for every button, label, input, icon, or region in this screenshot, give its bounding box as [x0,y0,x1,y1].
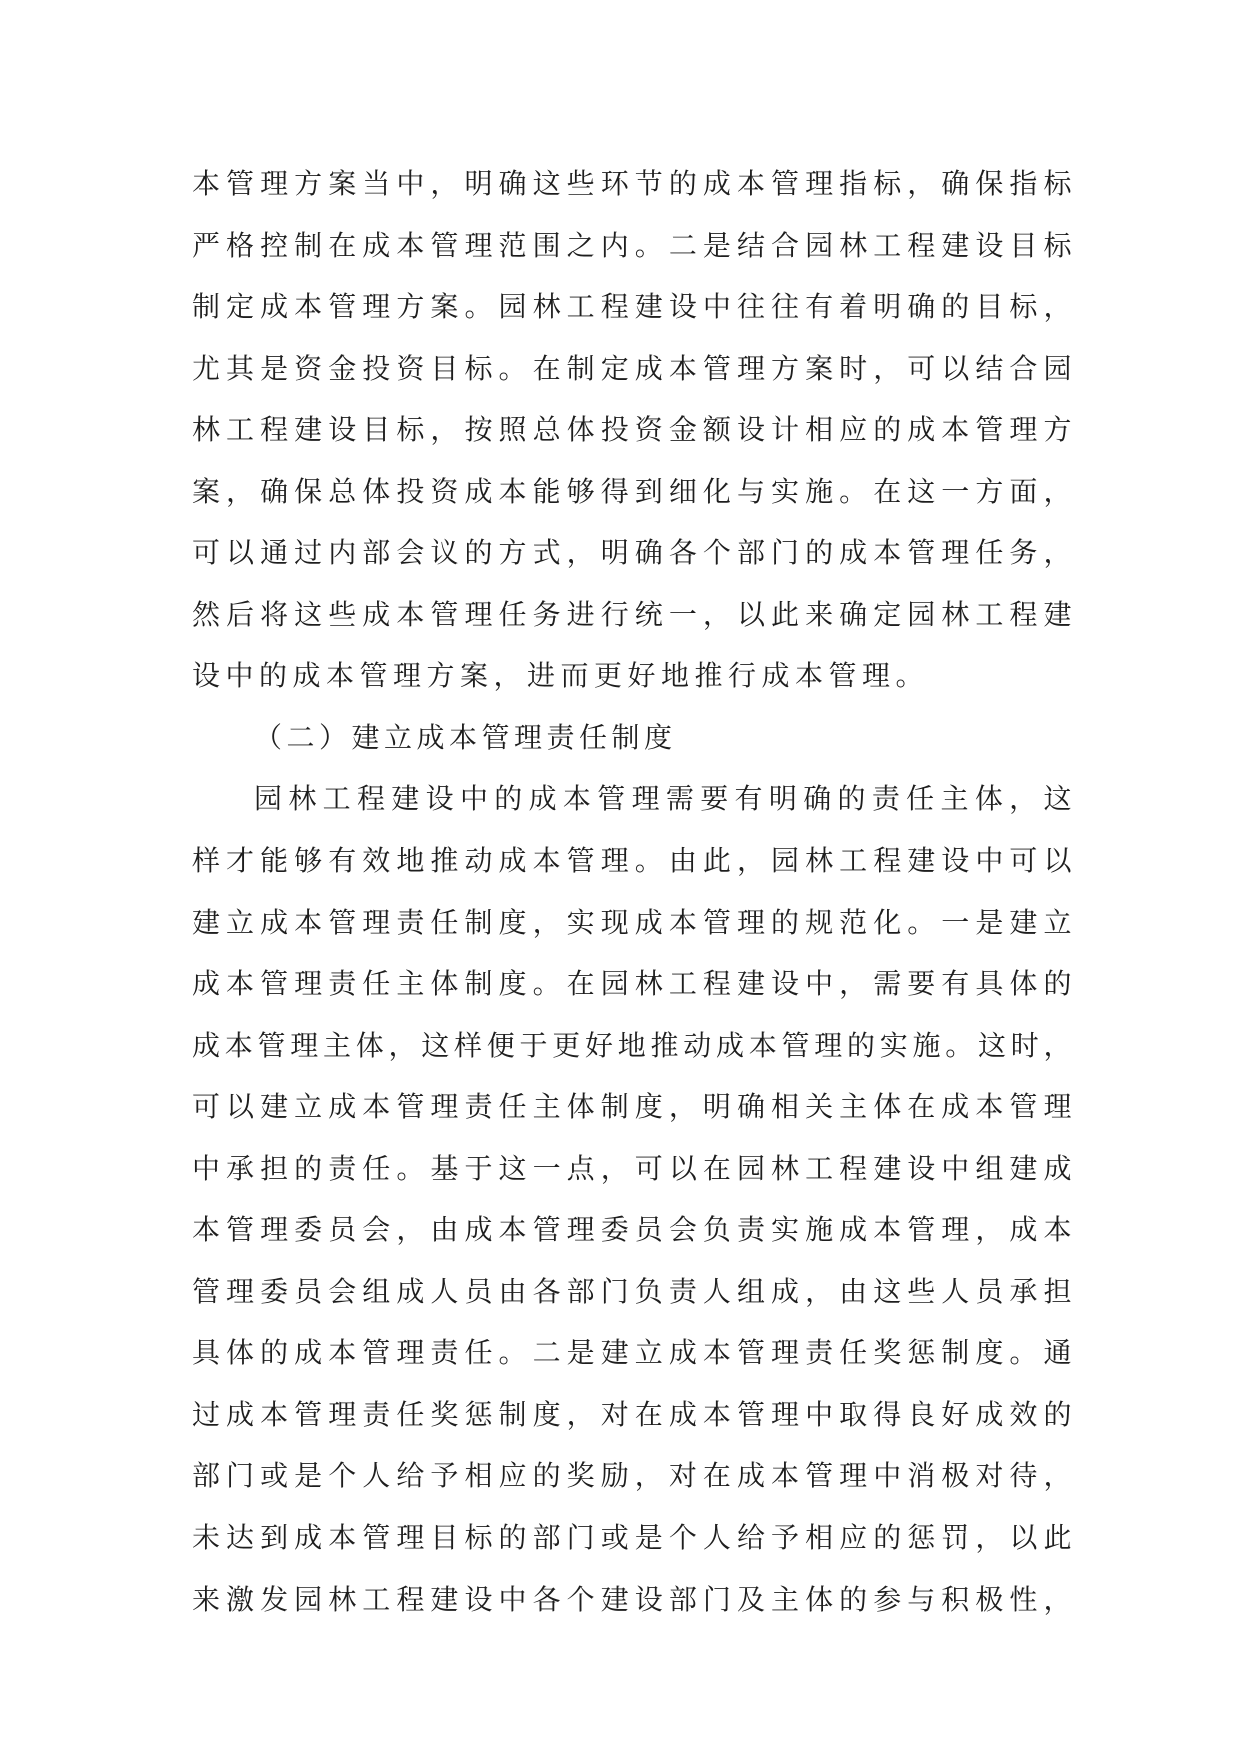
text-line: 严格控制在成本管理范围之内。二是结合园林工程建设目标 [192,228,1072,262]
text-line: 成本管理责任主体制度。在园林工程建设中，需要有具体的 [192,967,1072,1001]
text-line: 案，确保总体投资成本能够得到细化与实施。在这一方面， [192,474,1072,508]
text-line: 部门或是个人给予相应的奖励，对在成本管理中消极对待， [192,1459,1072,1493]
text-line: 制定成本管理方案。园林工程建设中往往有着明确的目标， [192,290,1072,324]
section-heading: （二）建立成本管理责任制度 [254,720,677,754]
text-line: 设中的成本管理方案，进而更好地推行成本管理。 [192,659,930,693]
text-line: 来激发园林工程建设中各个建设部门及主体的参与积极性， [192,1582,1072,1616]
text-line: 尤其是资金投资目标。在制定成本管理方案时，可以结合园 [192,351,1072,385]
text-line: 样才能够有效地推动成本管理。由此，园林工程建设中可以 [192,844,1072,878]
text-line: 林工程建设目标，按照总体投资金额设计相应的成本管理方 [192,413,1072,447]
text-line: 本管理方案当中，明确这些环节的成本管理指标，确保指标 [192,167,1072,200]
text-line: 成本管理主体，这样便于更好地推动成本管理的实施。这时， [192,1028,1072,1062]
text-line: 中承担的责任。基于这一点，可以在园林工程建设中组建成 [192,1151,1072,1185]
text-line: 过成本管理责任奖惩制度，对在成本管理中取得良好成效的 [192,1397,1072,1431]
text-line: 未达到成本管理目标的部门或是个人给予相应的惩罚，以此 [192,1521,1072,1555]
text-line: 可以建立成本管理责任主体制度，明确相关主体在成本管理 [192,1090,1072,1124]
text-line: 具体的成本管理责任。二是建立成本管理责任奖惩制度。通 [192,1336,1072,1370]
body-text [192,153,1072,1630]
text-line: 本管理委员会，由成本管理委员会负责实施成本管理，成本 [192,1213,1072,1247]
text-line: 建立成本管理责任制度，实现成本管理的规范化。一是建立 [192,905,1072,939]
text-line: 园林工程建设中的成本管理需要有明确的责任主体，这 [254,782,1072,816]
text-line: 然后将这些成本管理任务进行统一，以此来确定园林工程建 [192,597,1072,631]
text-line: 管理委员会组成人员由各部门负责人组成，由这些人员承担 [192,1274,1072,1308]
text-line: 可以通过内部会议的方式，明确各个部门的成本管理任务， [192,536,1072,570]
